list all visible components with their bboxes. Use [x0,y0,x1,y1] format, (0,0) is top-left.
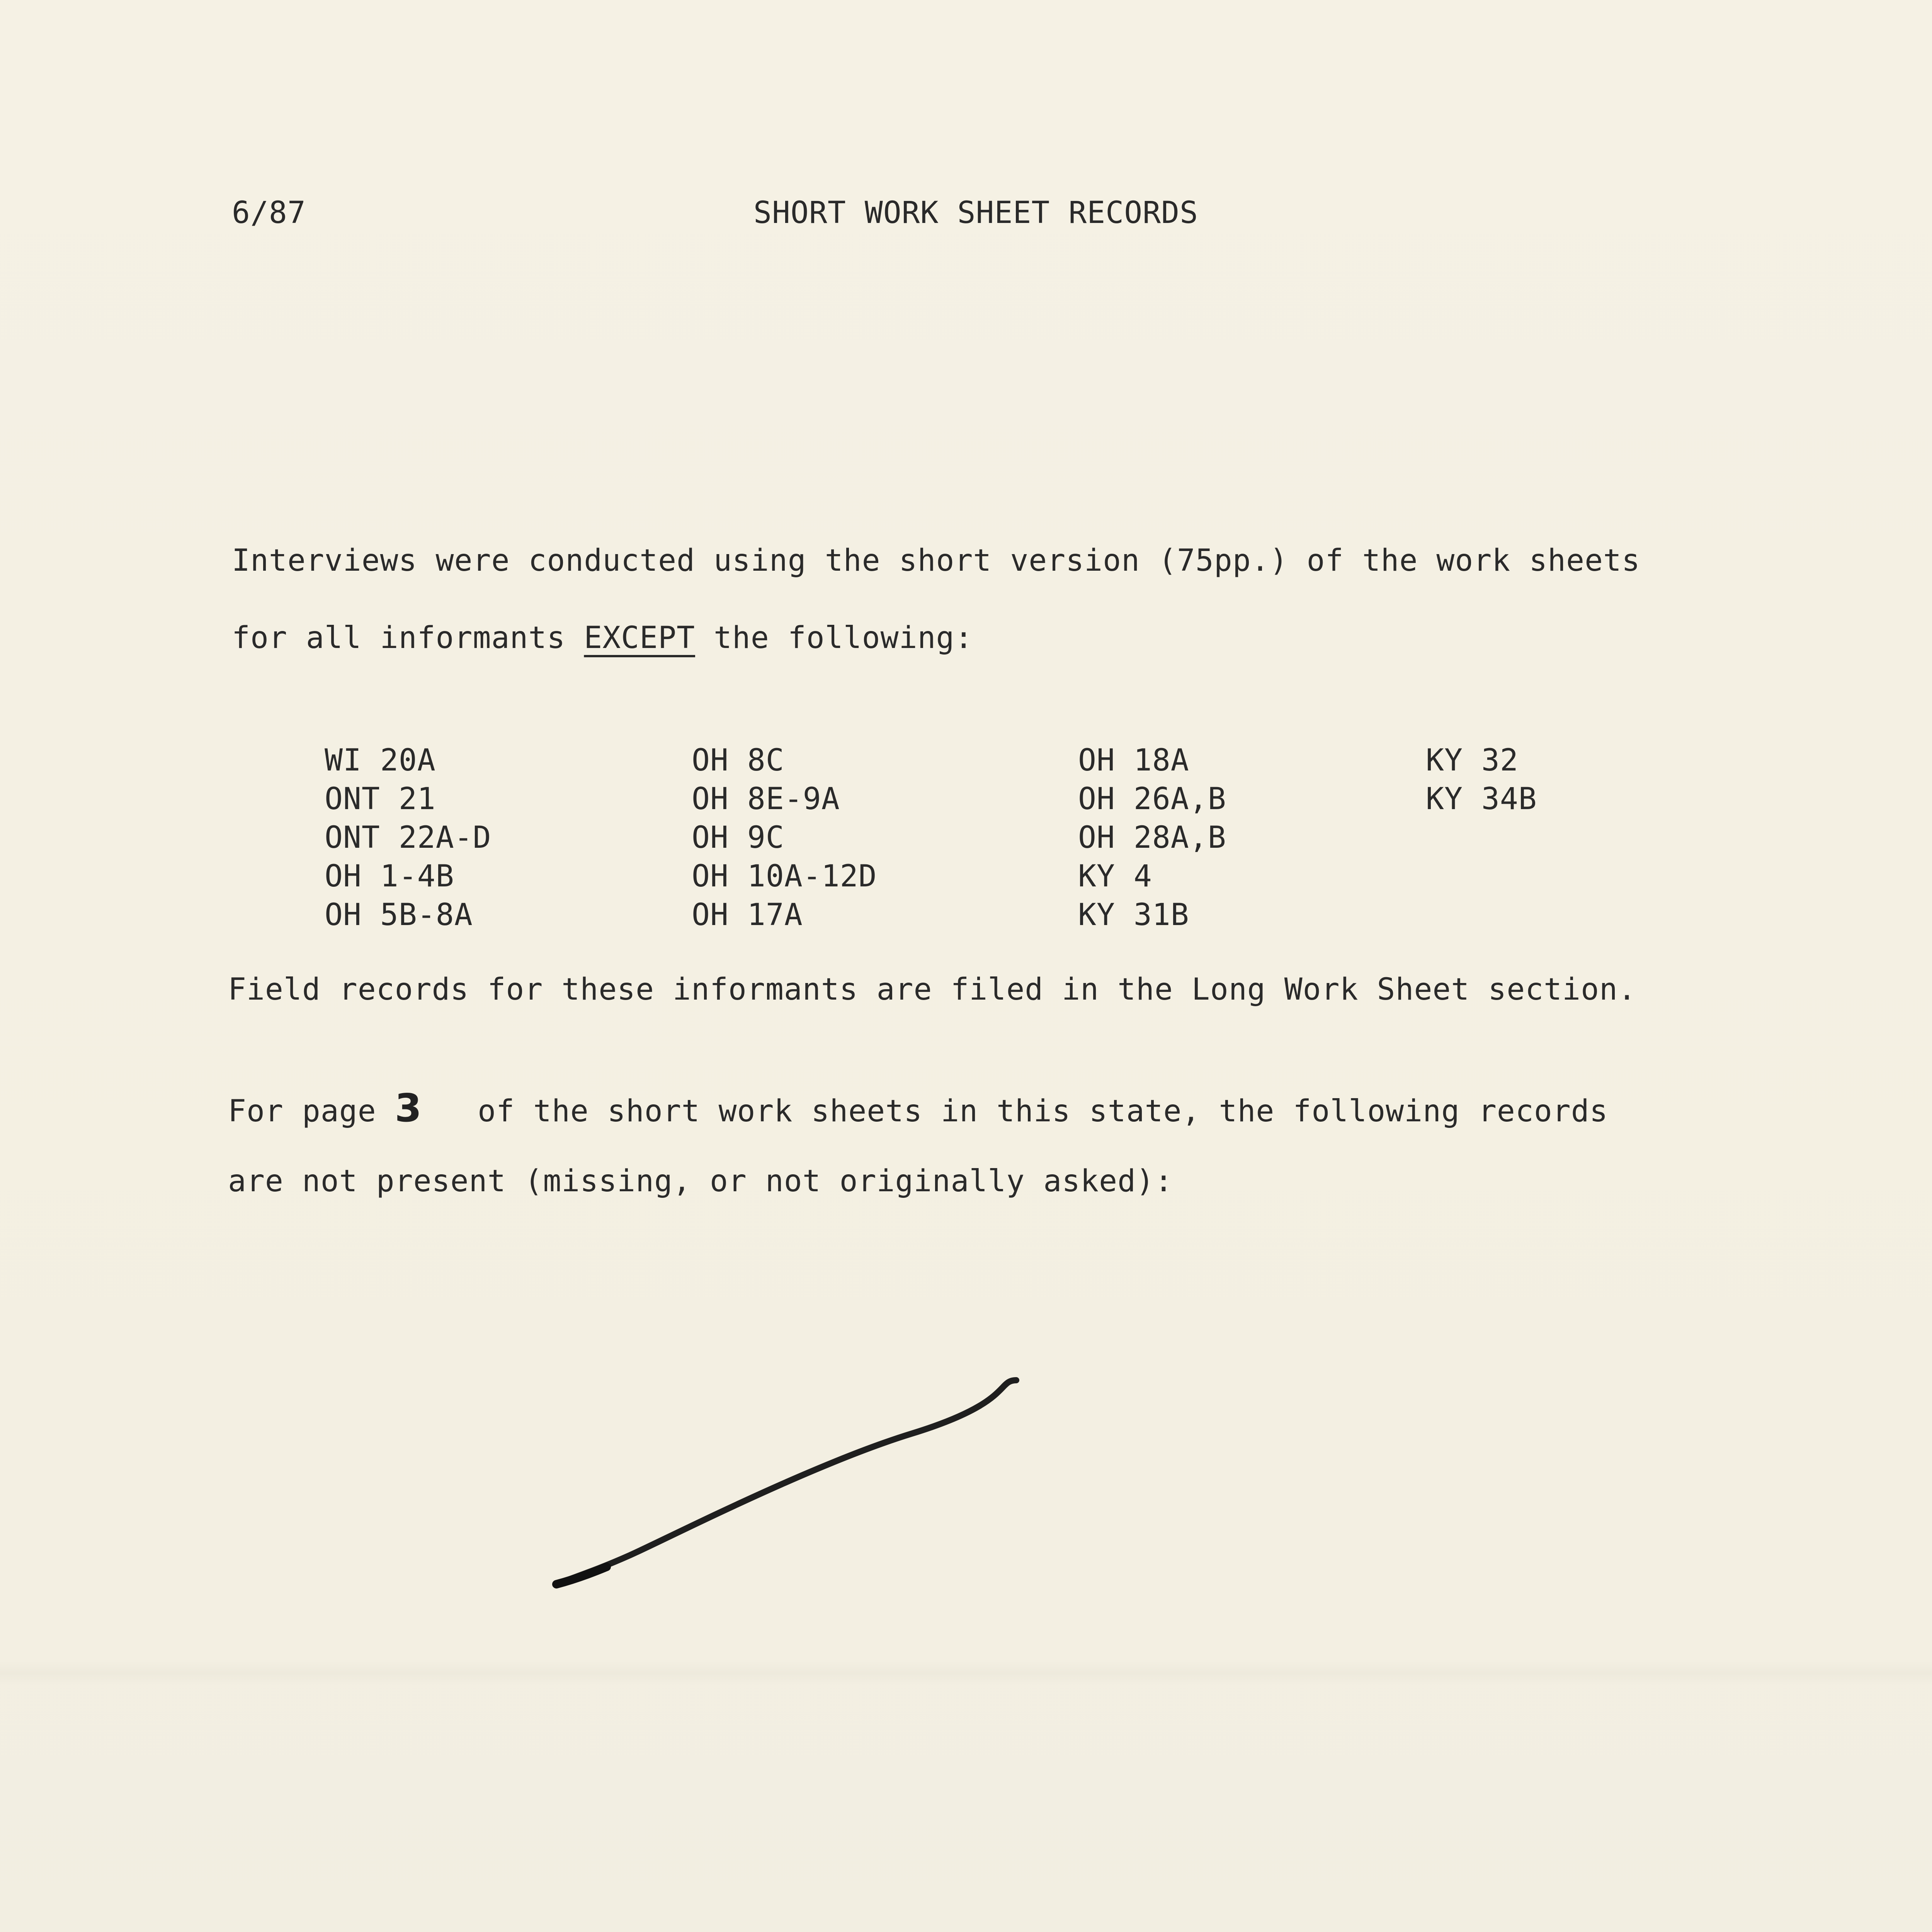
informant-item: OH 8C [692,743,784,778]
informant-column-2 [692,741,877,934]
informant-item: KY 32 [1426,743,1519,778]
page-note-line-2: are not present (missing, or not originally asked): [228,1164,1173,1199]
intro-line-2 [232,623,973,653]
informant-item: ONT 21 [325,782,436,816]
page-note-line-1 [228,1085,1608,1131]
informant-column-3 [1078,741,1226,934]
informant-item: WI 20A [325,743,436,778]
informant-item: OH 5B-8A [325,898,473,932]
informant-item: KY 34B [1426,782,1537,816]
paper-fold-shadow [0,1662,1932,1685]
informant-item: OH 1-4B [325,859,454,894]
informant-column-4 [1426,741,1537,818]
informant-item: OH 10A-12D [692,859,877,894]
intro-text-before: for all informants [232,621,584,655]
informant-item: OH 26A,B [1078,782,1226,816]
informant-item: OH 17A [692,898,803,932]
field-records-note: Field records for these informants are filed in the Long Work Sheet section. [228,972,1636,1007]
informant-item: KY 4 [1078,859,1152,894]
page-number-handwritten: 3 [395,1085,422,1131]
handwritten-dash-mark [541,1360,1043,1631]
informant-item: OH 8E-9A [692,782,840,816]
informant-item: ONT 22A-D [325,820,492,855]
page-note-after: of the short work sheets in this state, the following records [422,1094,1608,1129]
informant-item: KY 31B [1078,898,1189,932]
intro-text-after: the following: [695,621,973,655]
informant-column-1 [325,741,492,934]
intro-line-1: Interviews were conducted using the short version (75pp.) of the work sheets [232,543,1640,578]
except-emphasis: EXCEPT [584,621,696,655]
informant-item: OH 28A,B [1078,820,1226,855]
informant-item: OH 18A [1078,743,1189,778]
document-title: SHORT WORK SHEET RECORDS [753,196,1199,230]
page-note-before: For page [228,1094,395,1129]
informant-item: OH 9C [692,820,784,855]
document-date: 6/87 [232,196,306,230]
